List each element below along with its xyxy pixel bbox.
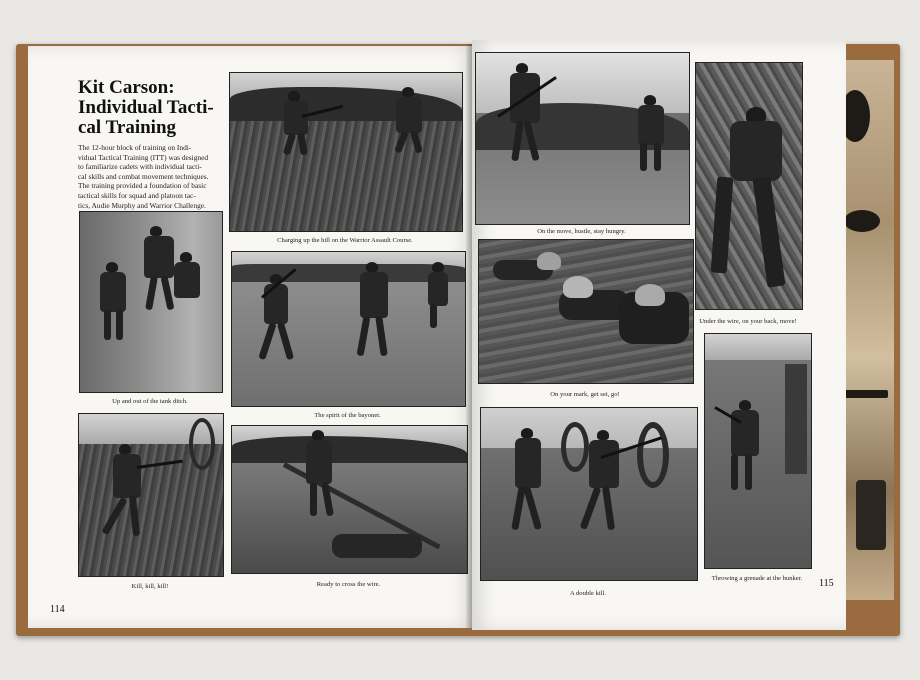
caption-double-kill: A double kill.: [569, 590, 607, 597]
title-line: Kit Carson:: [78, 77, 175, 98]
caption-under-the-wire: Under the wire, on your back, move!: [699, 318, 797, 325]
page-title: [78, 78, 228, 138]
intro-line: vidual Tactical Training (ITT) was designed: [78, 152, 209, 162]
photo-bayonet: [231, 251, 466, 407]
title-line: Individual Tacti-: [78, 97, 214, 118]
photo-under-the-wire: [695, 62, 803, 310]
caption-on-the-move: On the move, hustle, stay hungry.: [537, 228, 626, 235]
caption-grenade-bunker: Throwing a grenade at the bunker.: [711, 575, 803, 582]
caption-on-your-mark: On your mark, get set, go!: [550, 391, 620, 398]
photo-on-your-mark: [478, 239, 694, 384]
photo-assault-course: [229, 72, 463, 232]
intro-line: tics, Audie Murphy and Warrior Challenge.: [78, 200, 206, 210]
photo-tank-ditch: [79, 211, 223, 393]
title-line: cal Training: [78, 117, 177, 138]
photo-double-kill: [480, 407, 698, 581]
caption-tank-ditch: Up and out of the tank ditch.: [112, 398, 188, 405]
photo-kill-kill-kill: [78, 413, 224, 577]
page-number-right: 115: [819, 578, 834, 589]
intro-line: cal skills and combat movement techniques.: [78, 171, 209, 181]
photo-on-the-move: [475, 52, 690, 225]
photo-cross-wire: [231, 425, 468, 574]
page-number-left: 114: [50, 604, 65, 615]
intro-line: The 12-hour block of training on Indi-: [78, 143, 192, 152]
caption-assault-course: Charging up the hill on the Warrior Assault Course.: [277, 237, 413, 244]
caption-cross-wire: Ready to cross the wire.: [316, 581, 381, 588]
intro-line: tactical skills for squad and platoon tac-: [78, 190, 196, 200]
intro-paragraph: [78, 143, 224, 210]
caption-bayonet: The spirit of the bayonet.: [314, 412, 381, 419]
caption-kill-kill-kill: Kill, kill, kill!: [131, 583, 169, 590]
photo-grenade-bunker: [704, 333, 812, 569]
intro-line: to familiarize cadets with individual tacti-: [78, 162, 202, 172]
intro-line: The training provided a foundation of basic: [78, 181, 207, 191]
